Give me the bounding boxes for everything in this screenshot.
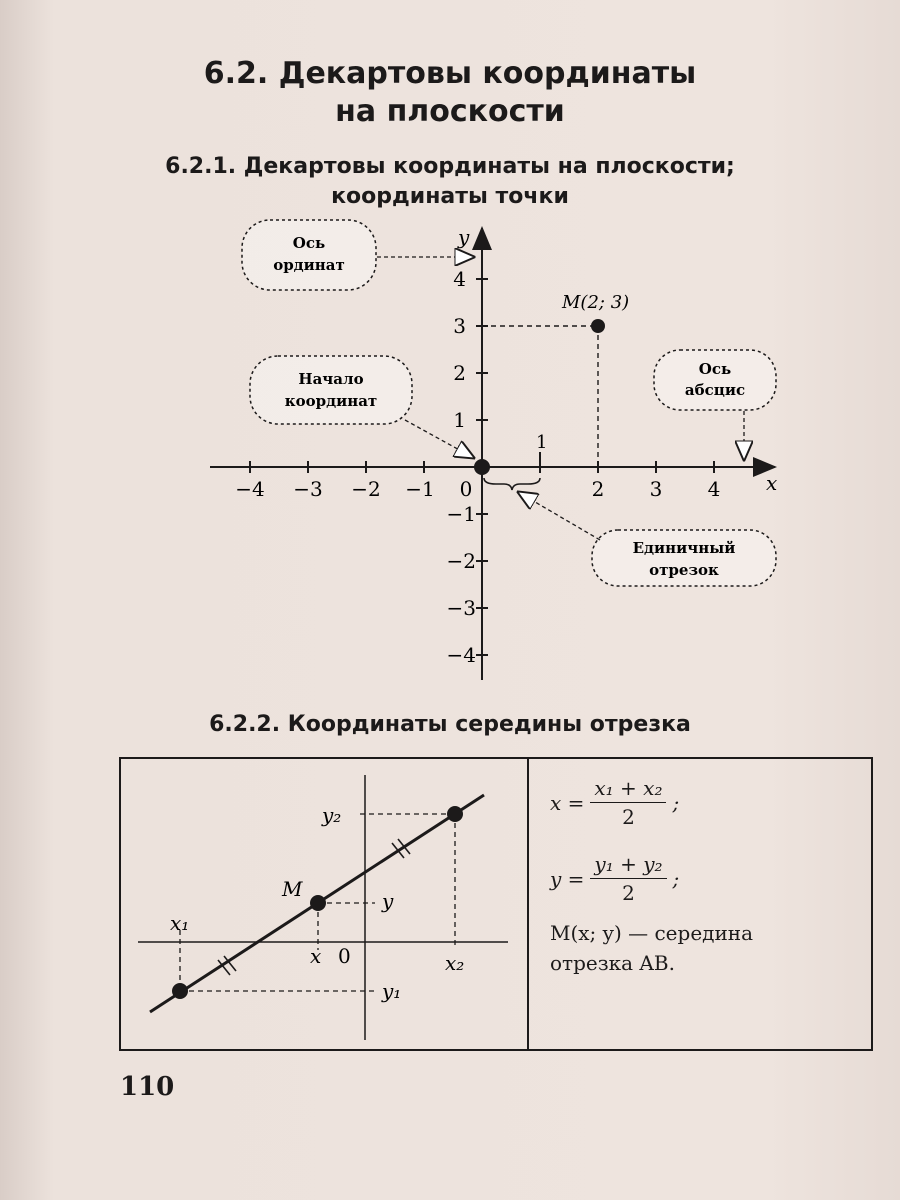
label-x: x [310,944,322,968]
label-y: y [382,889,394,913]
y-tick-label: 1 [453,408,466,432]
formula-y-numerator: y₁ + y₂ [590,852,666,879]
formula-x-tail: ; [672,790,680,815]
callout-x-axis-line2: абсцис [684,381,746,399]
y-tick-label: 3 [453,314,466,338]
page-number: 110 [120,1072,175,1102]
label-x2: x₂ [445,951,465,975]
callout-unit-arrow [518,492,600,540]
formula-y-tail: ; [672,866,680,891]
origin-point [474,459,490,475]
y-tick-label: −4 [446,643,476,667]
callout-origin [250,356,412,424]
label-0: 0 [338,944,351,968]
callout-x-axis [654,350,776,410]
label-y1: y₁ [382,979,402,1003]
formula-x-numerator: x₁ + x₂ [590,776,666,803]
subsection2-title: 6.2.2. Координаты середины отрезка [209,712,691,737]
y-tick-label: 4 [453,267,466,291]
section-title-line1: 6.2. Декартовы координаты [203,56,697,91]
y-tick-label: −2 [446,549,476,573]
formula-y-denominator: 2 [622,881,635,905]
x-tick-label: 2 [591,477,605,501]
point-b [447,806,463,822]
formula-x-fraction [590,776,666,829]
midpoint-definition [550,918,870,978]
label-y2: y₂ [322,803,342,827]
label-x1: x₁ [170,911,190,935]
section-title-line2: на плоскости [335,94,565,129]
x-tick-label: 4 [707,477,721,501]
x-tick-label: 3 [649,477,663,501]
x-tick-label: −4 [235,477,265,501]
x-tick-label: −2 [351,477,381,501]
y-tick-label: −3 [446,596,476,620]
subsection1-title-line1: 6.2.1. Декартовы координаты на плоскости; [165,154,735,179]
unit-brace [484,478,540,490]
unit-label: 1 [536,432,548,453]
y-axis-name: y [458,225,470,249]
point-m-label: M(2; 3) [562,292,630,313]
callout-y-axis [242,220,376,290]
formula-x-lhs: x = [550,790,585,815]
point-m-mid [310,895,326,911]
formula-y [550,852,679,905]
x-tick-label: −1 [405,477,435,501]
midpoint-definition-line2: отрезка AB. [550,951,675,975]
point-a [172,983,188,999]
point-m [591,319,605,333]
callout-unit-line2: отрезок [649,561,719,579]
callout-origin-line2: координат [284,392,378,410]
subsection1-title-line2: координаты точки [331,184,569,209]
label-m: M [282,877,303,901]
x-axis-name: x [766,471,778,495]
origin-label: 0 [459,477,473,501]
y-tick-label: −1 [446,502,476,526]
callout-origin-line1: Начало [298,370,364,388]
callout-x-axis-line1: Ось [698,360,732,378]
formula-y-lhs: y = [550,866,585,891]
y-tick-label: 2 [453,361,466,385]
callout-y-axis-line1: Ось [292,234,326,252]
formula-x-denominator: 2 [622,805,635,829]
midpoint-definition-line1: M(x; y) — середина [550,921,754,945]
formula-x [550,776,679,829]
x-tick-label: −3 [293,477,323,501]
formula-y-fraction [590,852,666,905]
callout-y-axis-line2: ординат [273,256,345,274]
midpoint-formulas [532,760,872,1050]
callout-unit-line1: Единичный [632,539,736,557]
